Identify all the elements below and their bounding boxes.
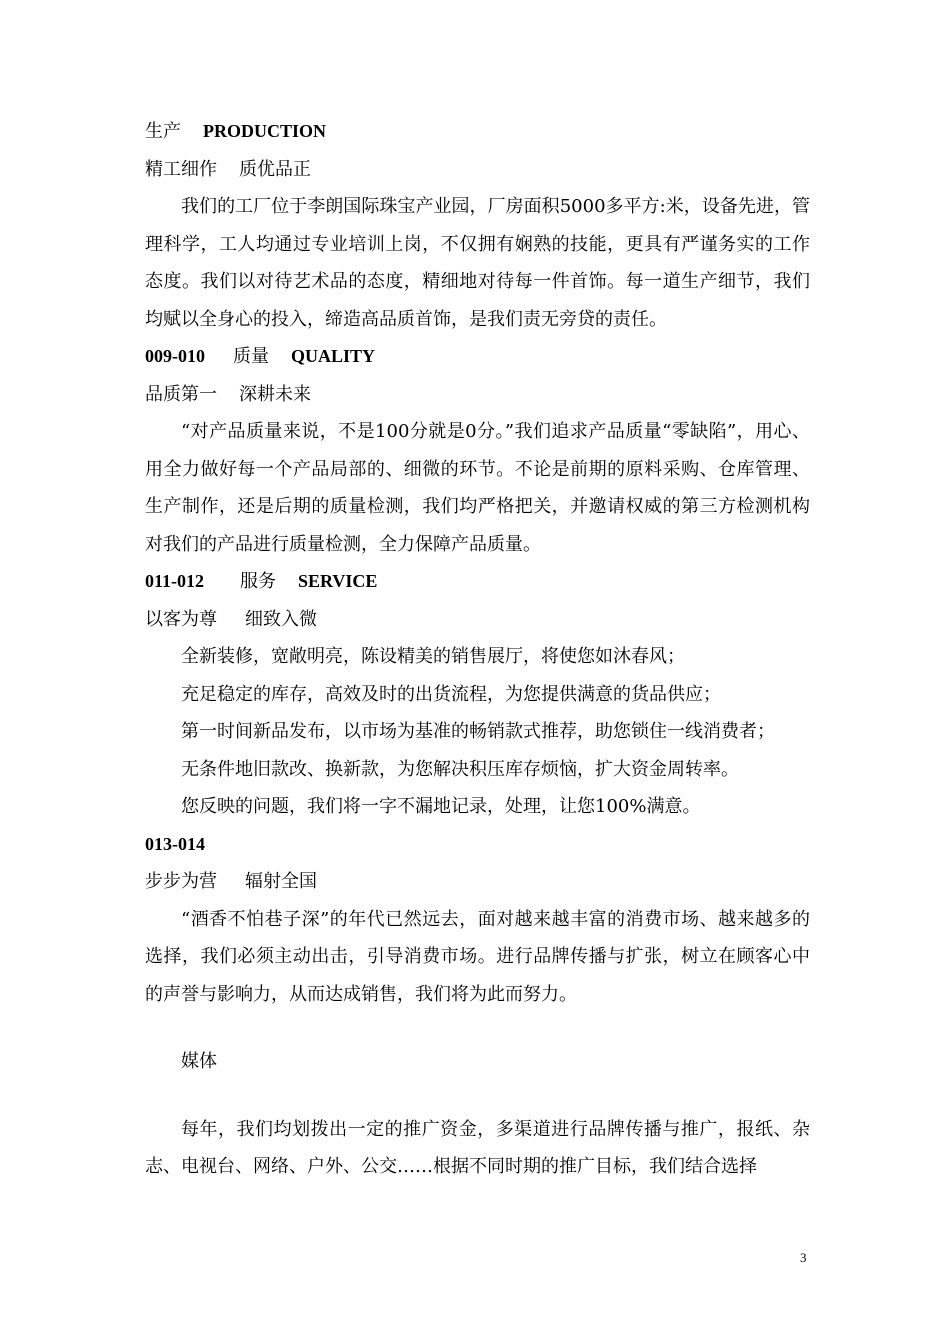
- section-spacer: [145, 1013, 810, 1043]
- service-heading-cn: 服务: [240, 571, 277, 592]
- production-body: 我们的工厂位于李朗国际珠宝产业园，厂房面积5000多平方:米，设备先进，管理科学，工人均通过专业培训上岗，不仅拥有娴熟的技能，更具有严谨务实的工作态度。我们以对待艺术品的态度，精细地对待每一件首饰。每一道生产细节，我们均赋以全身心的投入，缔造高品质首饰，是我们责无旁贷的责任。: [145, 196, 810, 330]
- service-pages: 011-012: [145, 571, 205, 591]
- quality-pages: 009-010: [145, 346, 205, 366]
- service-heading-en: SERVICE: [298, 571, 378, 591]
- service-heading: [145, 563, 810, 601]
- production-heading: [145, 113, 810, 151]
- media-heading: 媒体: [181, 1051, 217, 1072]
- service-item: 充足稳定的库存，高效及时的出货流程，为您提供满意的货品供应；: [181, 683, 721, 705]
- marketing-slogan: [145, 863, 810, 901]
- service-slogan-b: 细致入微: [245, 608, 317, 630]
- quality-slogan-b: 深耕未来: [239, 383, 311, 405]
- quality-heading-en: QUALITY: [291, 346, 376, 366]
- document-page: [145, 113, 810, 1186]
- quality-heading: [145, 338, 810, 376]
- production-slogan-b: 质优品正: [239, 158, 311, 180]
- production-heading-cn: 生产: [145, 121, 181, 142]
- quality-slogan: [145, 376, 810, 414]
- service-slogan: [145, 601, 810, 639]
- marketing-pages: 013-014: [145, 833, 205, 854]
- marketing-body: “酒香不怕巷子深”的年代已然远去，面对越来越丰富的消费市场、越来越多的选择，我们必须主动出击，引导消费市场。进行品牌传播与扩张，树立在顾客心中的声誉与影响力，从而达成销售，我们将为此而努力。: [145, 908, 810, 1005]
- service-item: 您反映的问题，我们将一字不漏地记录，处理，让您100%满意。: [181, 796, 701, 817]
- marketing-slogan-b: 辐射全国: [245, 871, 317, 892]
- section-spacer: [145, 1081, 810, 1111]
- service-slogan-a: 以客为尊: [145, 608, 217, 630]
- quality-heading-cn: 质量: [233, 346, 269, 367]
- production-slogan-a: 精工细作: [145, 158, 217, 180]
- service-item: 全新装修，宽敞明亮，陈设精美的销售展厅，将使您如沐春风；: [181, 646, 685, 667]
- quality-slogan-a: 品质第一: [145, 383, 217, 405]
- production-slogan: [145, 151, 810, 189]
- media-body: 每年，我们均划拨出一定的推广资金，多渠道进行品牌传播与推广，报纸、杂志、电视台、网络、户外、公交……根据不同时期的推广目标，我们结合选择: [145, 1118, 810, 1177]
- service-item: 无条件地旧款改、换新款，为您解决积压库存烦恼，扩大资金周转率。: [181, 758, 739, 780]
- page-number: 3: [800, 1250, 807, 1265]
- marketing-heading: [145, 826, 810, 864]
- marketing-slogan-a: 步步为营: [145, 871, 217, 892]
- quality-body: “对产品质量来说，不是100分就是0分。”我们追求产品质量“零缺陷”，用心、用全力做好每一个产品局部的、细微的环节。不论是前期的原料采购、仓库管理、生产制作，还是后期的质量检测，我们均严格把关，并邀请权威的第三方检测机构对我们的产品进行质量检测，全力保障产品质量。: [145, 421, 810, 555]
- service-item: 第一时间新品发布，以市场为基准的畅销款式推荐，助您锁住一线消费者；: [181, 721, 775, 742]
- production-heading-en: PRODUCTION: [203, 121, 327, 141]
